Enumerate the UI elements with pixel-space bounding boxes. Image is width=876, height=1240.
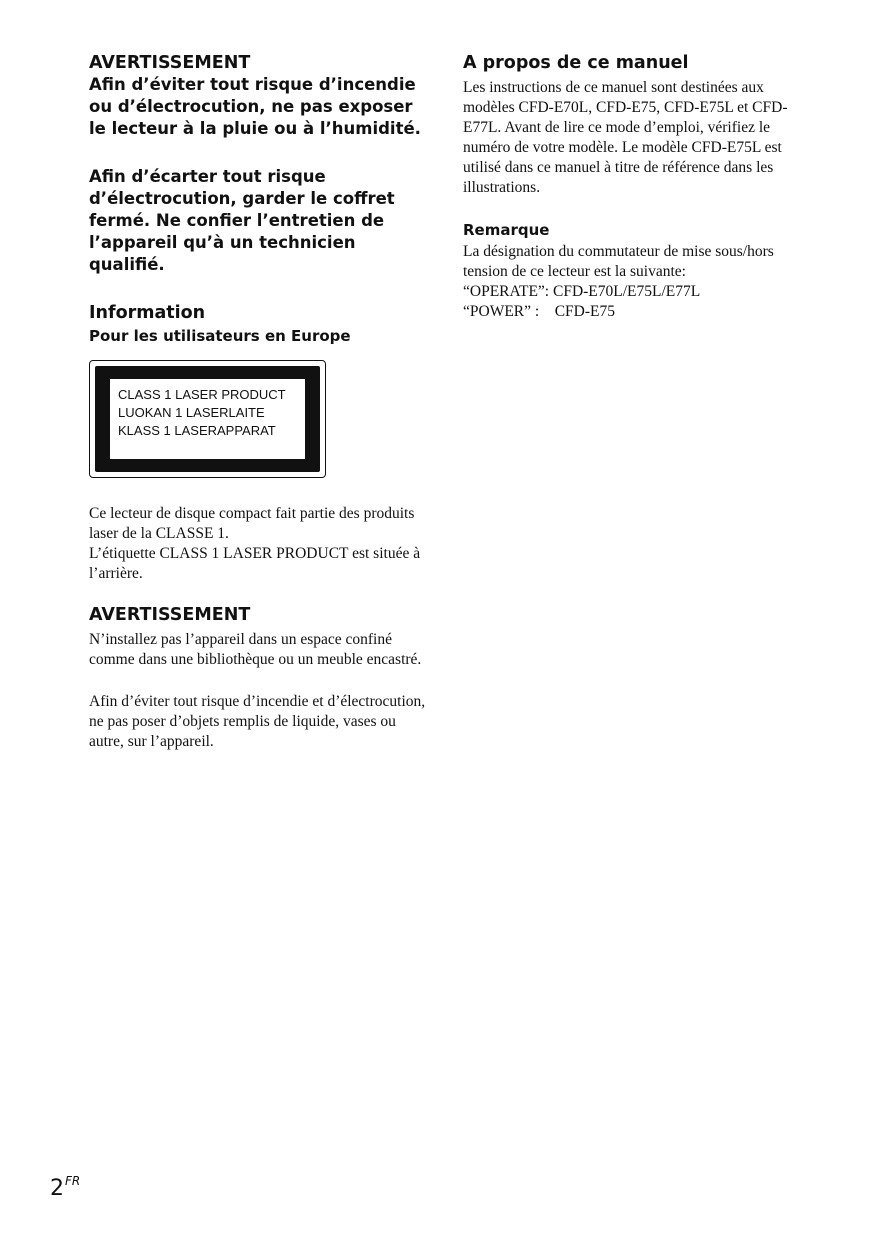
warning-heading: AVERTISSEMENT	[89, 53, 251, 73]
page-number	[50, 1168, 80, 1202]
about-manual-text: Les instructions de ce manuel sont destinées aux modèles CFD-E70L, CFD-E75, CFD-E75L et CFD-E77L. Avant de lire ce mode d’emploi, vérifiez le numéro de votre modèle. Le modèle CFD-E75L est utilisé dans ce manuel à titre de référence dans les illustrations.	[463, 79, 788, 196]
right-column	[463, 52, 808, 322]
europe-users-subheading: Pour les utilisateurs en Europe	[89, 327, 351, 345]
laser-class-text: Ce lecteur de disque compact fait partie des produits laser de la CLASSE 1.	[89, 505, 415, 542]
spec-row-operate	[463, 282, 808, 302]
spec-value: CFD-E70L/E75L/E77L	[552, 283, 701, 300]
about-manual-section	[463, 52, 808, 198]
laser-label-line-en: CLASS 1 LASER PRODUCT	[118, 387, 286, 402]
page-number-digit: 2	[50, 1176, 64, 1201]
information-section	[89, 302, 434, 584]
laser-label-line-sv: KLASS 1 LASERAPPARAT	[118, 423, 276, 438]
laser-product-label	[89, 360, 326, 478]
installation-warning-text: N’installez pas l’appareil dans un espace confiné comme dans une bibliothèque ou un meuble encastré.	[89, 631, 422, 668]
power-switch-designations	[463, 282, 808, 322]
remarque-heading: Remarque	[463, 221, 550, 239]
liquid-warning-text: Afin d’éviter tout risque d’incendie et d’électrocution, ne pas poser d’objets remplis de liquide, vases ou autre, sur l’appareil.	[89, 693, 426, 750]
information-heading: Information	[89, 303, 206, 323]
warning-section-2	[89, 604, 434, 752]
laser-label-line-fi: LUOKAN 1 LASERLAITE	[118, 405, 265, 420]
laser-label-location-text: L’étiquette CLASS 1 LASER PRODUCT est située à l’arrière.	[89, 545, 421, 582]
laser-label-frame	[95, 366, 320, 472]
remarque-section	[463, 220, 808, 322]
warning-text-moisture: Afin d’éviter tout risque d’incendie ou d’électrocution, ne pas exposer le lecteur à la pluie ou à l’humidité.	[89, 75, 421, 138]
page-language-suffix: FR	[65, 1174, 81, 1188]
laser-label-panel	[110, 379, 305, 459]
left-column	[89, 52, 434, 752]
remarque-text: La désignation du commutateur de mise sous/hors tension de ce lecteur est la suivante:	[463, 243, 774, 280]
warning-text-service: Afin d’écarter tout risque d’électrocution, garder le coffret fermé. Ne confier l’entretien de l’appareil qu’à un technicien qualifié.	[89, 167, 395, 274]
spec-key: “OPERATE”:	[463, 283, 553, 300]
warning-heading-2: AVERTISSEMENT	[89, 605, 251, 625]
spec-row-power	[463, 302, 808, 322]
warning-section-1	[89, 52, 434, 276]
spec-value: CFD-E75	[554, 303, 615, 320]
spec-key: “POWER” :	[463, 303, 555, 320]
about-manual-heading: A propos de ce manuel	[463, 53, 689, 73]
